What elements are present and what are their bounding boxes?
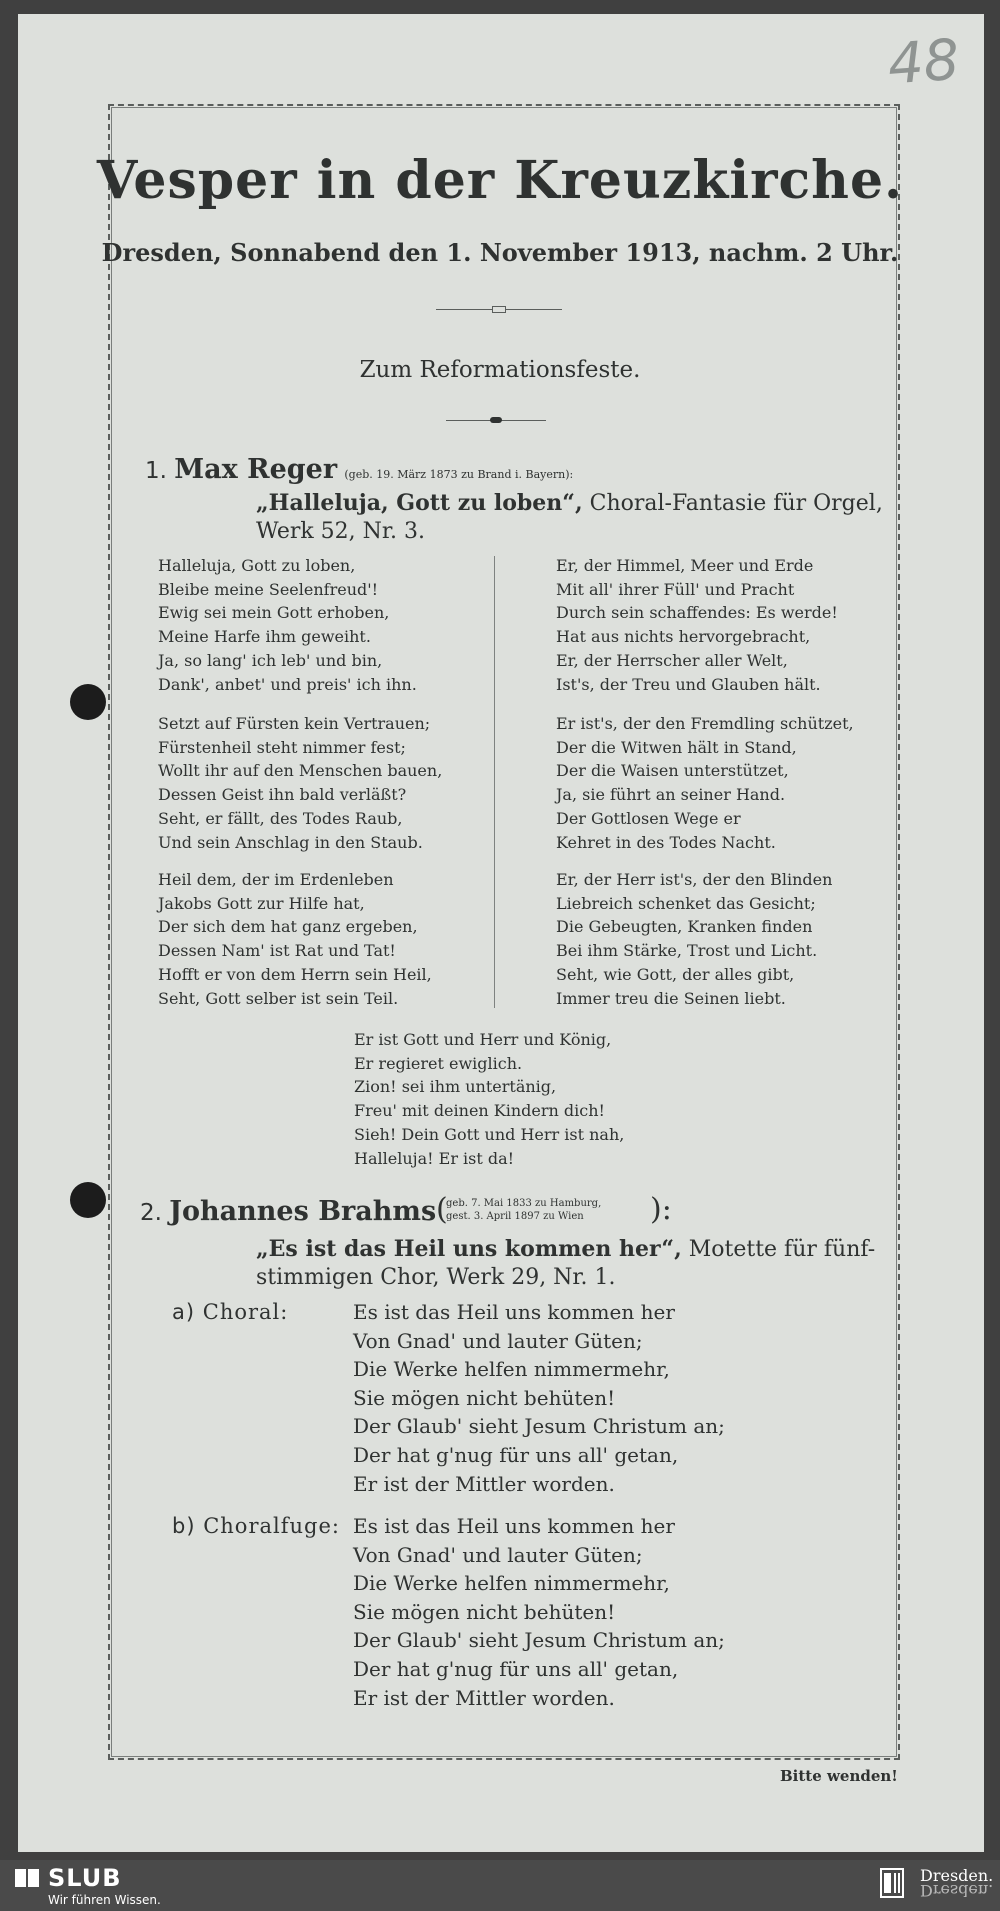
verse-stanza: Er, der Himmel, Meer und Erde Mit all' ihrer Füll' und Pracht Durch sein schaffendes: Es werde! Hat aus nichts hervorgebracht, Er, der Herrscher aller Welt, Ist's, der Treu und Glauben hält.	[556, 556, 838, 694]
library-name[interactable]: SLUB	[48, 1864, 122, 1892]
handwritten-shelfmark: 48	[885, 27, 962, 98]
piece-number: 2.	[140, 1200, 162, 1226]
verse-stanza: Setzt auf Fürsten kein Vertrauen; Fürstenheil steht nimmer fest; Wollt ihr auf den Menschen bauen, Dessen Geist ihn bald verläßt? Seht, er fällt, des Todes Raub, Und sein Anschlag in den Staub.	[158, 714, 443, 852]
piece-1-heading	[145, 454, 573, 485]
column-divider	[494, 556, 495, 1008]
death-date: gest. 3. April 1897 zu Wien	[446, 1211, 584, 1222]
composer-life-dates: (geb. 19. März 1873 zu Brand i. Bayern):	[344, 468, 574, 481]
part-b-label	[172, 1514, 340, 1538]
work-title: „Halleluja, Gott zu loben“,	[256, 490, 583, 516]
city-name[interactable]	[920, 1866, 994, 1900]
slub-logo-icon[interactable]	[14, 1866, 40, 1890]
library-tagline: Wir führen Wissen.	[48, 1893, 161, 1907]
work-title: „Es ist das Heil uns kommen her“,	[256, 1236, 682, 1262]
piece-2-heading	[140, 1196, 436, 1227]
verse-stanza: Halleluja, Gott zu loben, Bleibe meine Seelenfreud'! Ewig sei mein Gott erhoben, Meine Harfe ihm geweiht. Ja, so lang' ich leb' und bin, Dank', anbet' und preis' ich ihn.	[158, 556, 417, 694]
verse-stanza: Er, der Herr ist's, der den Blinden Liebreich schenket das Gesicht; Die Gebeugten, Kranken finden Bei ihm Stärke, Trost und Licht. Seht, wie Gott, der alles gibt, Immer treu die Seinen liebt.	[556, 870, 833, 1008]
piece-1-work	[256, 488, 883, 519]
ornament-divider	[436, 309, 562, 310]
verse-stanza: Heil dem, der im Erdenleben Jakobs Gott zur Hilfe hat, Der sich dem hat ganz ergeben, Dessen Nam' ist Rat und Tat! Hofft er von dem Herrn sein Heil, Seht, Gott selber ist sein Teil.	[158, 870, 432, 1008]
punch-hole	[70, 1182, 106, 1218]
ornament-divider	[446, 420, 546, 421]
part-name: Choral:	[202, 1300, 289, 1324]
occasion-heading: Zum Reformationsfeste.	[359, 357, 641, 383]
piece-number: 1.	[145, 458, 167, 484]
part-a-label	[172, 1300, 288, 1324]
please-turn-over: Bitte wenden!	[780, 1767, 898, 1785]
work-description-cont: stimmigen Chor, Werk 29, Nr. 1.	[256, 1265, 616, 1290]
work-description: Choral-Fantasie für Orgel,	[589, 491, 883, 516]
verse-stanza: Er ist's, der den Fremdling schützet, Der die Witwen hält in Stand, Der die Waisen unterstützet, Ja, sie führt an seiner Hand. Der Gottlosen Wege er Kehret in des Todes Nacht.	[556, 714, 854, 852]
city-name-text: Dresden.	[920, 1866, 994, 1885]
punch-hole	[70, 684, 106, 720]
composer-name: Johannes Brahms	[169, 1196, 437, 1227]
city-name-reflection: Dresden.	[920, 1881, 994, 1900]
chorale-text: Es ist das Heil uns kommen her Von Gnad' und lauter Güten; Die Werke helfen nimmermehr, Sie mögen nicht behüten! Der Glaub' sieht Jesum Christum an; Der hat g'nug für uns all' getan, Er ist der Mittler worden.	[353, 1300, 725, 1496]
dresden-coat-of-arms-icon[interactable]	[880, 1868, 904, 1898]
birth-date: geb. 7. Mai 1833 zu Hamburg,	[446, 1198, 602, 1209]
chorale-fugue-text: Es ist das Heil uns kommen her Von Gnad' und lauter Güten; Die Werke helfen nimmermehr, Sie mögen nicht behüten! Der Glaub' sieht Jesum Christum an; Der hat g'nug für uns all' getan, Er ist der Mittler worden.	[353, 1514, 725, 1710]
final-stanza: Er ist Gott und Herr und König, Er regieret ewiglich. Zion! sei ihm untertänig, Freu' mit deinen Kindern dich! Sieh! Dein Gott und Herr ist nah, Halleluja! Er ist da!	[354, 1030, 625, 1168]
event-date-line: Dresden, Sonnabend den 1. November 1913, nachm. 2 Uhr.	[101, 238, 899, 267]
composer-name: Max Reger	[174, 454, 338, 485]
page-title: Vesper in der Kreuzkirche.	[96, 150, 904, 211]
work-description: Motette für fünf-	[688, 1237, 876, 1262]
part-letter: a)	[172, 1300, 196, 1324]
work-opus: Werk 52, Nr. 3.	[256, 519, 425, 544]
part-name: Choralfuge:	[203, 1514, 340, 1538]
piece-2-work	[256, 1234, 875, 1265]
part-letter: b)	[172, 1514, 196, 1538]
